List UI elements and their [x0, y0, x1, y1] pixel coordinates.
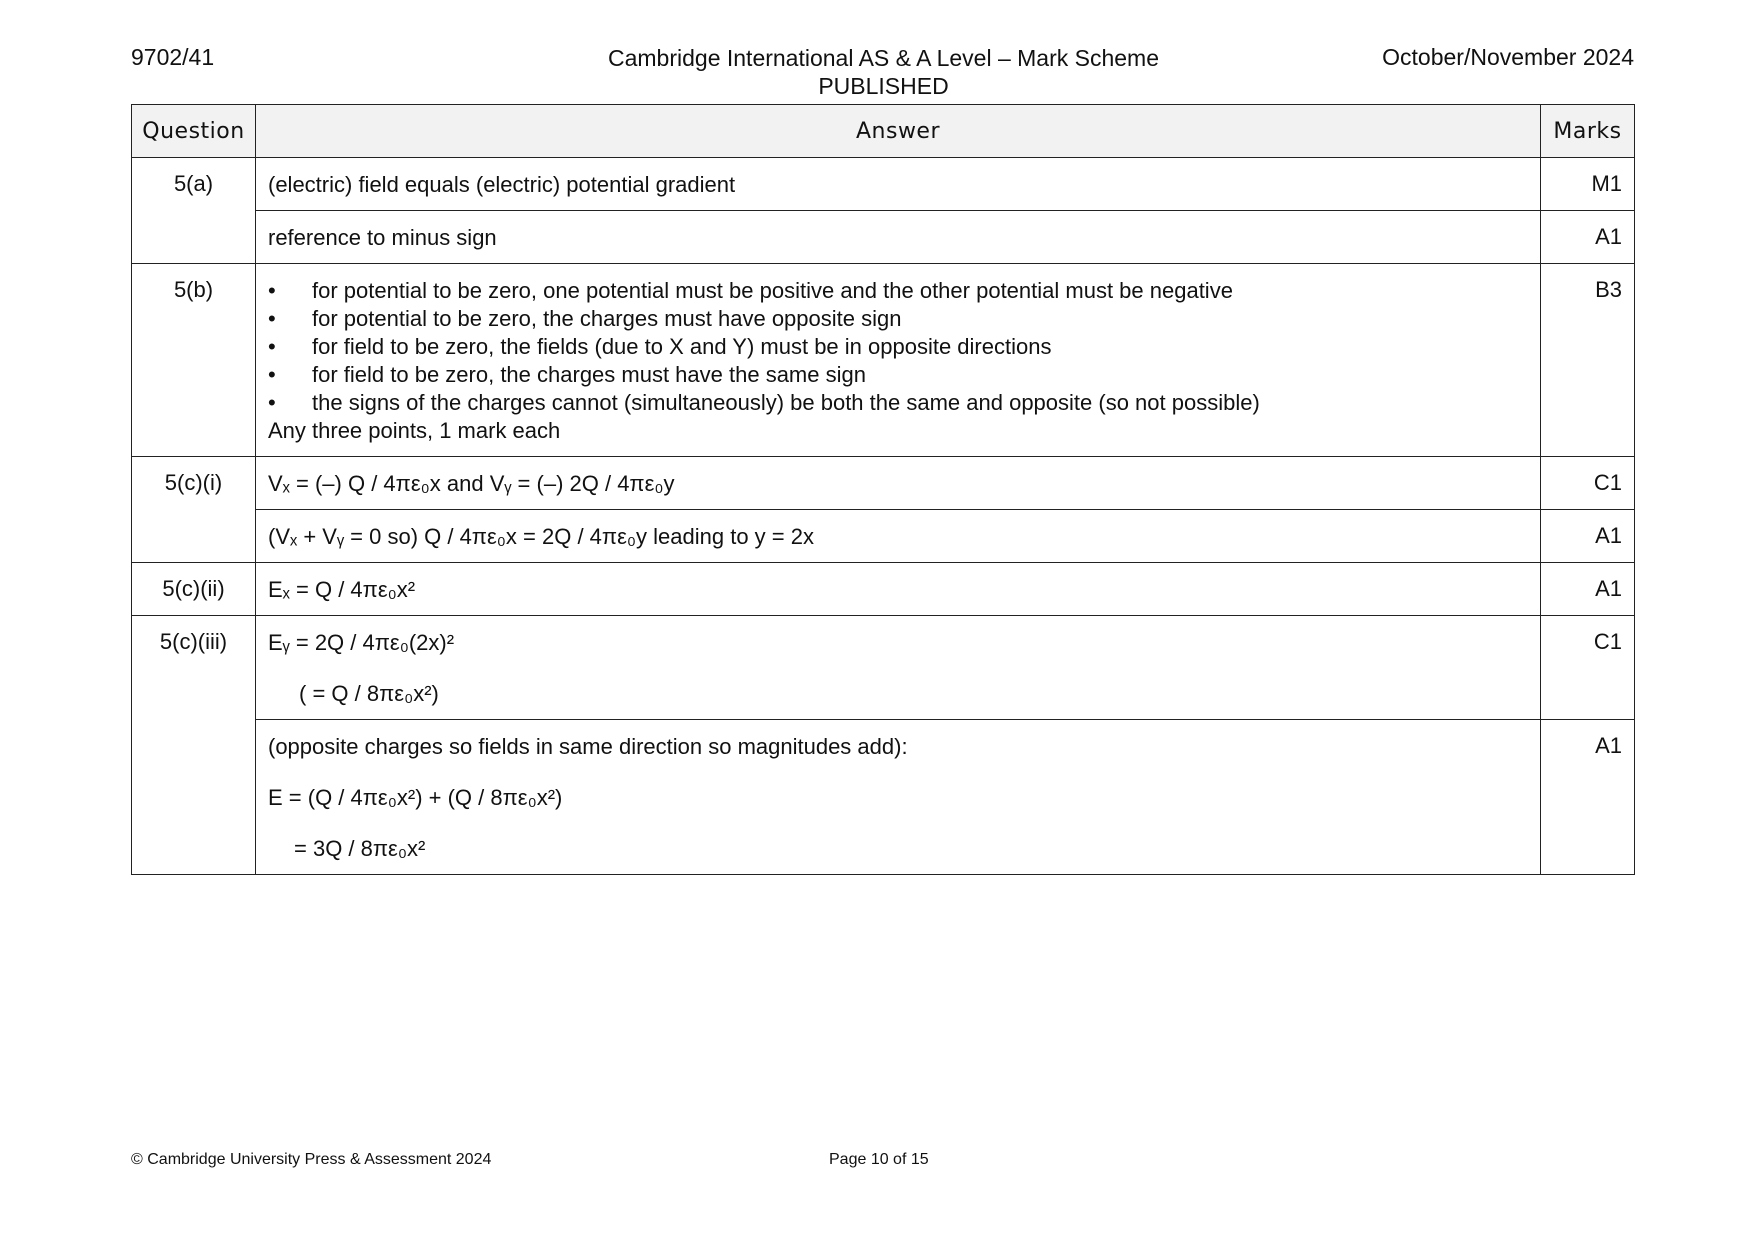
question-label: 5(c)(i) [132, 457, 256, 563]
question-label: 5(c)(iii) [132, 616, 256, 875]
answer-text: Eₓ = Q / 4πε₀x² [256, 563, 1541, 616]
question-label: 5(b) [132, 264, 256, 457]
mark-code: A1 [1541, 510, 1635, 563]
table-header-row [132, 105, 1635, 158]
answer-cell [256, 720, 1541, 875]
answer-text: (Vₓ + Vᵧ = 0 so) Q / 4πε₀x = 2Q / 4πε₀y leading to y = 2x [256, 510, 1541, 563]
answer-cell [256, 616, 1541, 720]
page-number: Page 10 of 15 [829, 1151, 929, 1168]
list-item: • for field to be zero, the charges must have the same sign [268, 361, 1528, 389]
list-item: • for potential to be zero, the charges must have opposite sign [268, 305, 1528, 333]
marks-column-header: Marks [1541, 105, 1635, 158]
equation-line: Eᵧ = 2Q / 4πε₀(2x)² [268, 630, 455, 655]
table-row [132, 563, 1635, 616]
question-column-header: Question [132, 105, 256, 158]
equation-line: ( = Q / 8πε₀x²) [299, 681, 439, 706]
copyright-notice: © Cambridge University Press & Assessment 2024 [131, 1151, 492, 1168]
published-label: PUBLISHED [818, 73, 949, 99]
table-row [132, 158, 1635, 211]
answer-text: Vₓ = (–) Q / 4πε₀x and Vᵧ = (–) 2Q / 4πε₀y [256, 457, 1541, 510]
mark-code: A1 [1541, 720, 1635, 875]
table-row [132, 264, 1635, 457]
mark-code: M1 [1541, 158, 1635, 211]
table-row [132, 211, 1635, 264]
mark-code: A1 [1541, 211, 1635, 264]
answer-text: (opposite charges so fields in same direction so magnitudes add): [268, 734, 908, 759]
list-item: • for potential to be zero, one potential must be positive and the other potential must be negative [268, 277, 1528, 305]
question-label: 5(c)(ii) [132, 563, 256, 616]
mark-code: C1 [1541, 616, 1635, 720]
answer-text: reference to minus sign [256, 211, 1541, 264]
list-item: • the signs of the charges cannot (simultaneously) be both the same and opposite (so not possible) [268, 389, 1528, 417]
marking-note: Any three points, 1 mark each [268, 418, 561, 443]
mark-code: B3 [1541, 264, 1635, 457]
mark-scheme-table [131, 104, 1635, 875]
table-row [132, 457, 1635, 510]
bullet-list [268, 277, 1528, 417]
answer-column-header: Answer [256, 105, 1541, 158]
table-row [132, 510, 1635, 563]
mark-code: A1 [1541, 563, 1635, 616]
answer-text: (electric) field equals (electric) potential gradient [256, 158, 1541, 211]
mark-code: C1 [1541, 457, 1635, 510]
question-label: 5(a) [132, 158, 256, 264]
equation-line: = 3Q / 8πε₀x² [294, 836, 426, 861]
list-item: • for field to be zero, the fields (due to X and Y) must be in opposite directions [268, 333, 1528, 361]
paper-code: 9702/41 [131, 44, 215, 70]
exam-session: October/November 2024 [1382, 44, 1634, 70]
answer-cell [256, 264, 1541, 457]
title-line: Cambridge International AS & A Level – Mark Scheme [607, 45, 1160, 71]
table-row [132, 720, 1635, 875]
table-row [132, 616, 1635, 720]
equation-line: E = (Q / 4πε₀x²) + (Q / 8πε₀x²) [268, 785, 563, 810]
